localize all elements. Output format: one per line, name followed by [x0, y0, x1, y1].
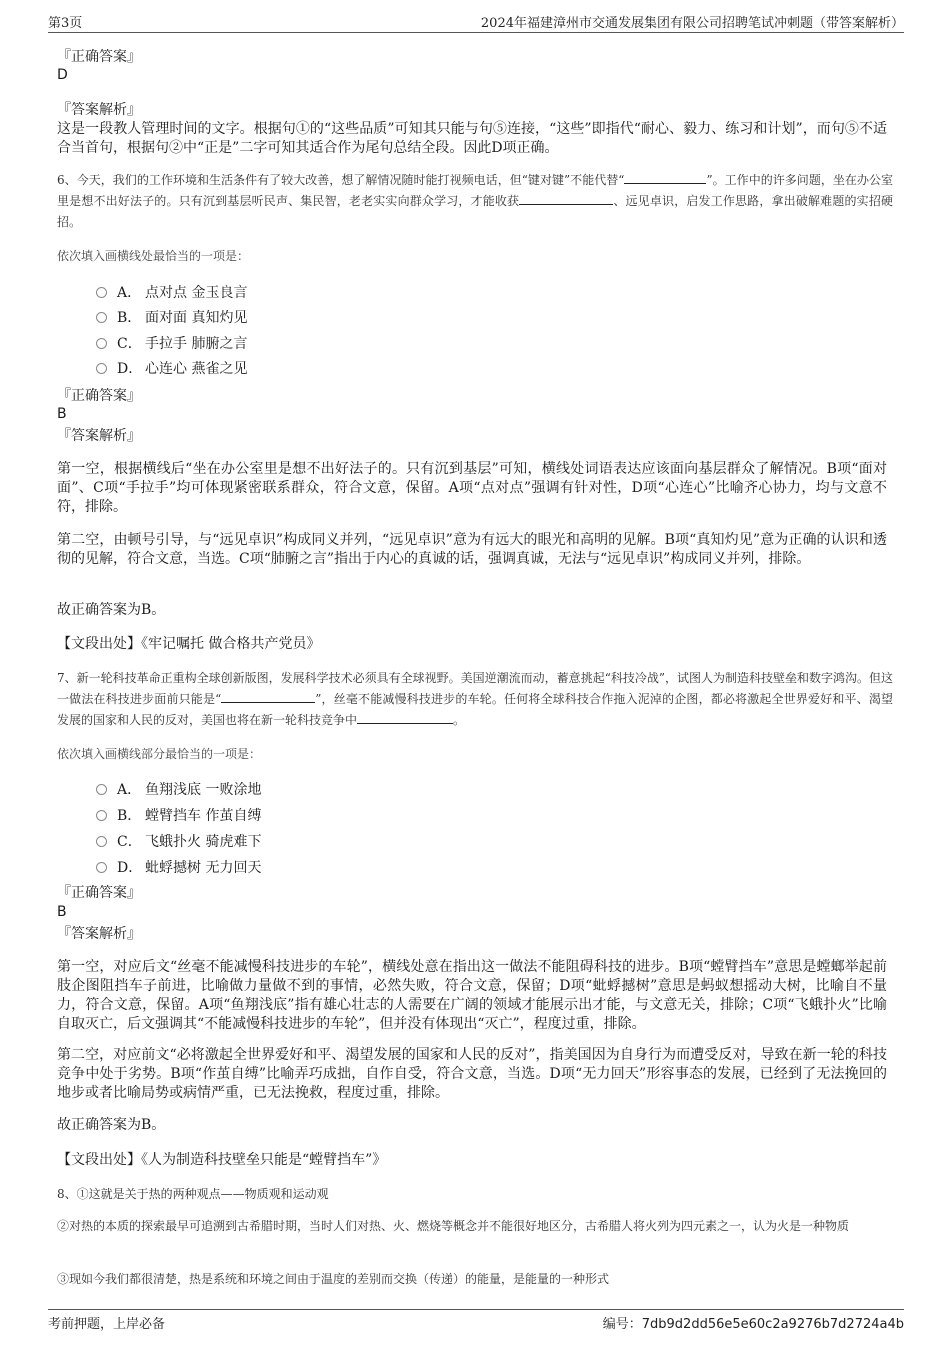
radio-button[interactable] — [96, 836, 107, 847]
option-text: 飞蛾扑火 骑虎难下 — [145, 834, 262, 850]
option-letter: D． — [117, 860, 143, 876]
option-a[interactable] — [96, 282, 247, 302]
option-text: 鱼翔浅底 一败涂地 — [145, 782, 262, 798]
q6-stem-part1: 6、今天，我们的工作环境和生活条件有了较大改善，想了解情况随时能打视频电话，但“键对键”不能代替“ — [57, 173, 625, 187]
option-text: 手拉手 肺腑之言 — [145, 336, 248, 352]
q7-stem-part1: 7、新一轮科技革命正重构全球创新版图，发展科学技术必须具有全球视野。美国逆潮流而动，蓄意挑起“科技冷战”，试图人为制造科技壁垒和数字鸿沟。但这一做法在科技进步面前只能是“ — [57, 671, 893, 706]
option-letter: A． — [117, 782, 142, 798]
analysis-paragraph-1: 第一空，对应后文“丝毫不能减慢科技进步的车轮”，横线处意在指出这一做法不能阻碍科技的进步。B项“螳臂挡车”意思是螳螂举起前肢企图阻挡车子前进，比喻做力量做不到的事情，必然失败，符合文意，保留；D项“蚍蜉撼树”意思是蚂蚁想摇动大树，比喻自不量力，符合文意，保留。A项“鱼翔浅底”指有雄心壮志的人需要在广阔的领域才能展示出才能，与文意无关，排除；C项“飞蛾扑火”比喻自取灭亡，后文强调其“不能减慢科技进步的车轮”，但并没有体现出“灭亡”，程度过重，排除。 — [57, 959, 887, 1032]
option-letter: C． — [117, 336, 142, 352]
correct-answer: D — [57, 67, 68, 83]
q7-stem-part2: ”，丝毫不能减慢科技进步的车轮。任何将全球科技合作拖入泥淖的企图，都必将激起全世界爱好和平、渴望发展的国家和人民的反对，美国也将在新一轮科技竞争中 — [57, 692, 894, 727]
option-b[interactable] — [96, 307, 247, 327]
question-8-sentence-3: ③现如今我们都很清楚，热是系统和环境之间由于温度的差别而交换（传递）的能量，是能量的一种形式 — [57, 1272, 610, 1286]
question-6-stem — [57, 170, 893, 233]
question-instruction: 依次填入画横线部分最恰当的一项是： — [57, 747, 262, 761]
analysis-paragraph-2: 第二空，由顿号引导，与“远见卓识”构成同义并列，“远见卓识”意为有远大的眼光和高明的见解。B项“真知灼见”意为正确的认识和透彻的见解，符合文意，当选。C项“肺腑之言”指出于内心的真诚的话，强调真诚，无法与“远见卓识”构成同义并列，排除。 — [57, 532, 887, 567]
answer-label: 『正确答案』 — [57, 49, 141, 65]
option-c[interactable] — [96, 333, 247, 353]
footer-divider — [48, 1309, 904, 1310]
option-d[interactable] — [96, 358, 247, 378]
document-title: 2024年福建漳州市交通发展集团有限公司招聘笔试冲刺题（带答案解析） — [480, 16, 904, 31]
conclusion: 故正确答案为B。 — [57, 602, 166, 618]
q6-stem-part2: ”。工作中的许多问题，坐在办公室里是想不出好法子的。只有沉到基层听民声、集民智，老老实实向群众学习，才能收获 — [57, 173, 894, 208]
radio-button[interactable] — [96, 862, 107, 873]
footer-slogan: 考前押题，上岸必备 — [48, 1317, 166, 1332]
analysis-paragraph-2: 第二空，对应前文“必将激起全世界爱好和平、渴望发展的国家和人民的反对”，指美国因为自身行为而遭受反对，导致在新一轮的科技竞争中处于劣势。B项“作茧自缚”比喻弄巧成拙，自作自受，符合文意，当选。D项“无力回天”形容事态的发展，已经到了无法挽回的地步或者比喻局势或病情严重，已无法挽救，程度过重，排除。 — [57, 1047, 887, 1101]
fill-blank — [357, 713, 453, 724]
q7-stem-part3: 。 — [453, 713, 466, 727]
fill-blank — [624, 173, 706, 184]
radio-button[interactable] — [96, 338, 107, 349]
option-d[interactable] — [96, 857, 261, 877]
option-letter: C． — [117, 834, 142, 850]
source-label: 【文段出处】 — [57, 636, 141, 652]
option-letter: B． — [117, 310, 142, 326]
fill-blank — [221, 692, 315, 703]
code-value: 7db9d2dd56e5e60c2a9276b7d2724a4b — [641, 1317, 904, 1332]
question-7-stem — [57, 668, 893, 731]
question-8-sentence-2: ②对热的本质的探索最早可追溯到古希腊时期，当时人们对热、火、燃烧等概念并不能很好地区分，古希腊人将火列为四元素之一，认为火是一种物质 — [57, 1219, 850, 1233]
analysis-paragraph-1: 第一空，根据横线后“坐在办公室里是想不出好法子的。只有沉到基层”可知，横线处词语表达应该面向基层群众了解情况。B项“面对面”、C项“手拉手”均可体现紧密联系群众，符合文意，保留。A项“点对点”强调有针对性，D项“心连心”比喻齐心协力，均与文意不符，排除。 — [57, 461, 887, 515]
page-number: 第3页 — [48, 16, 83, 31]
question-8-sentence-1: 8、①这就是关于热的两种观点——物质观和运动观 — [57, 1187, 329, 1201]
conclusion: 故正确答案为B。 — [57, 1117, 166, 1133]
source-title: 《人为制造科技壁垒只能是“螳臂挡车”》 — [141, 1152, 387, 1168]
question-instruction: 依次填入画横线处最恰当的一项是： — [57, 249, 250, 263]
header-divider — [48, 32, 904, 33]
correct-answer: B — [57, 406, 67, 422]
option-text: 点对点 金玉良言 — [145, 285, 248, 301]
radio-button[interactable] — [96, 287, 107, 298]
radio-button[interactable] — [96, 312, 107, 323]
analysis-text: 这是一段教人管理时间的文字。根据句①的“这些品质”可知其只能与句⑤连接，“这些”即指代“耐心、毅力、练习和计划”，而句⑤不适合当首句，根据句②中“正是”二字可知其适合作为尾句总结全段。因此D项正确。 — [57, 121, 887, 156]
source-label: 【文段出处】 — [57, 1152, 141, 1168]
option-text: 面对面 真知灼见 — [145, 310, 248, 326]
source-line — [57, 635, 320, 654]
option-letter: A． — [117, 285, 142, 301]
analysis-label: 『答案解析』 — [57, 102, 141, 118]
document-code — [603, 1313, 904, 1332]
option-a[interactable] — [96, 779, 261, 799]
code-label: 编号： — [602, 1317, 642, 1332]
source-title: 《牢记嘱托 做合格共产党员》 — [141, 636, 321, 652]
fill-blank — [519, 194, 613, 205]
option-text: 心连心 燕雀之见 — [145, 361, 248, 377]
radio-button[interactable] — [96, 810, 107, 821]
source-line — [57, 1151, 386, 1170]
correct-answer: B — [57, 904, 67, 920]
analysis-label: 『答案解析』 — [57, 428, 141, 444]
analysis-label: 『答案解析』 — [57, 926, 141, 942]
option-letter: D． — [117, 361, 143, 377]
q6-stem-part3: 、远见卓识，启发工作思路，拿出破解难题的实招硬招。 — [57, 194, 893, 229]
radio-button[interactable] — [96, 363, 107, 374]
option-text: 蚍蜉撼树 无力回天 — [145, 860, 262, 876]
option-b[interactable] — [96, 805, 261, 825]
radio-button[interactable] — [96, 784, 107, 795]
option-text: 螳臂挡车 作茧自缚 — [145, 808, 262, 824]
answer-label: 『正确答案』 — [57, 885, 141, 901]
option-c[interactable] — [96, 831, 261, 851]
option-letter: B． — [117, 808, 142, 824]
answer-label: 『正确答案』 — [57, 388, 141, 404]
